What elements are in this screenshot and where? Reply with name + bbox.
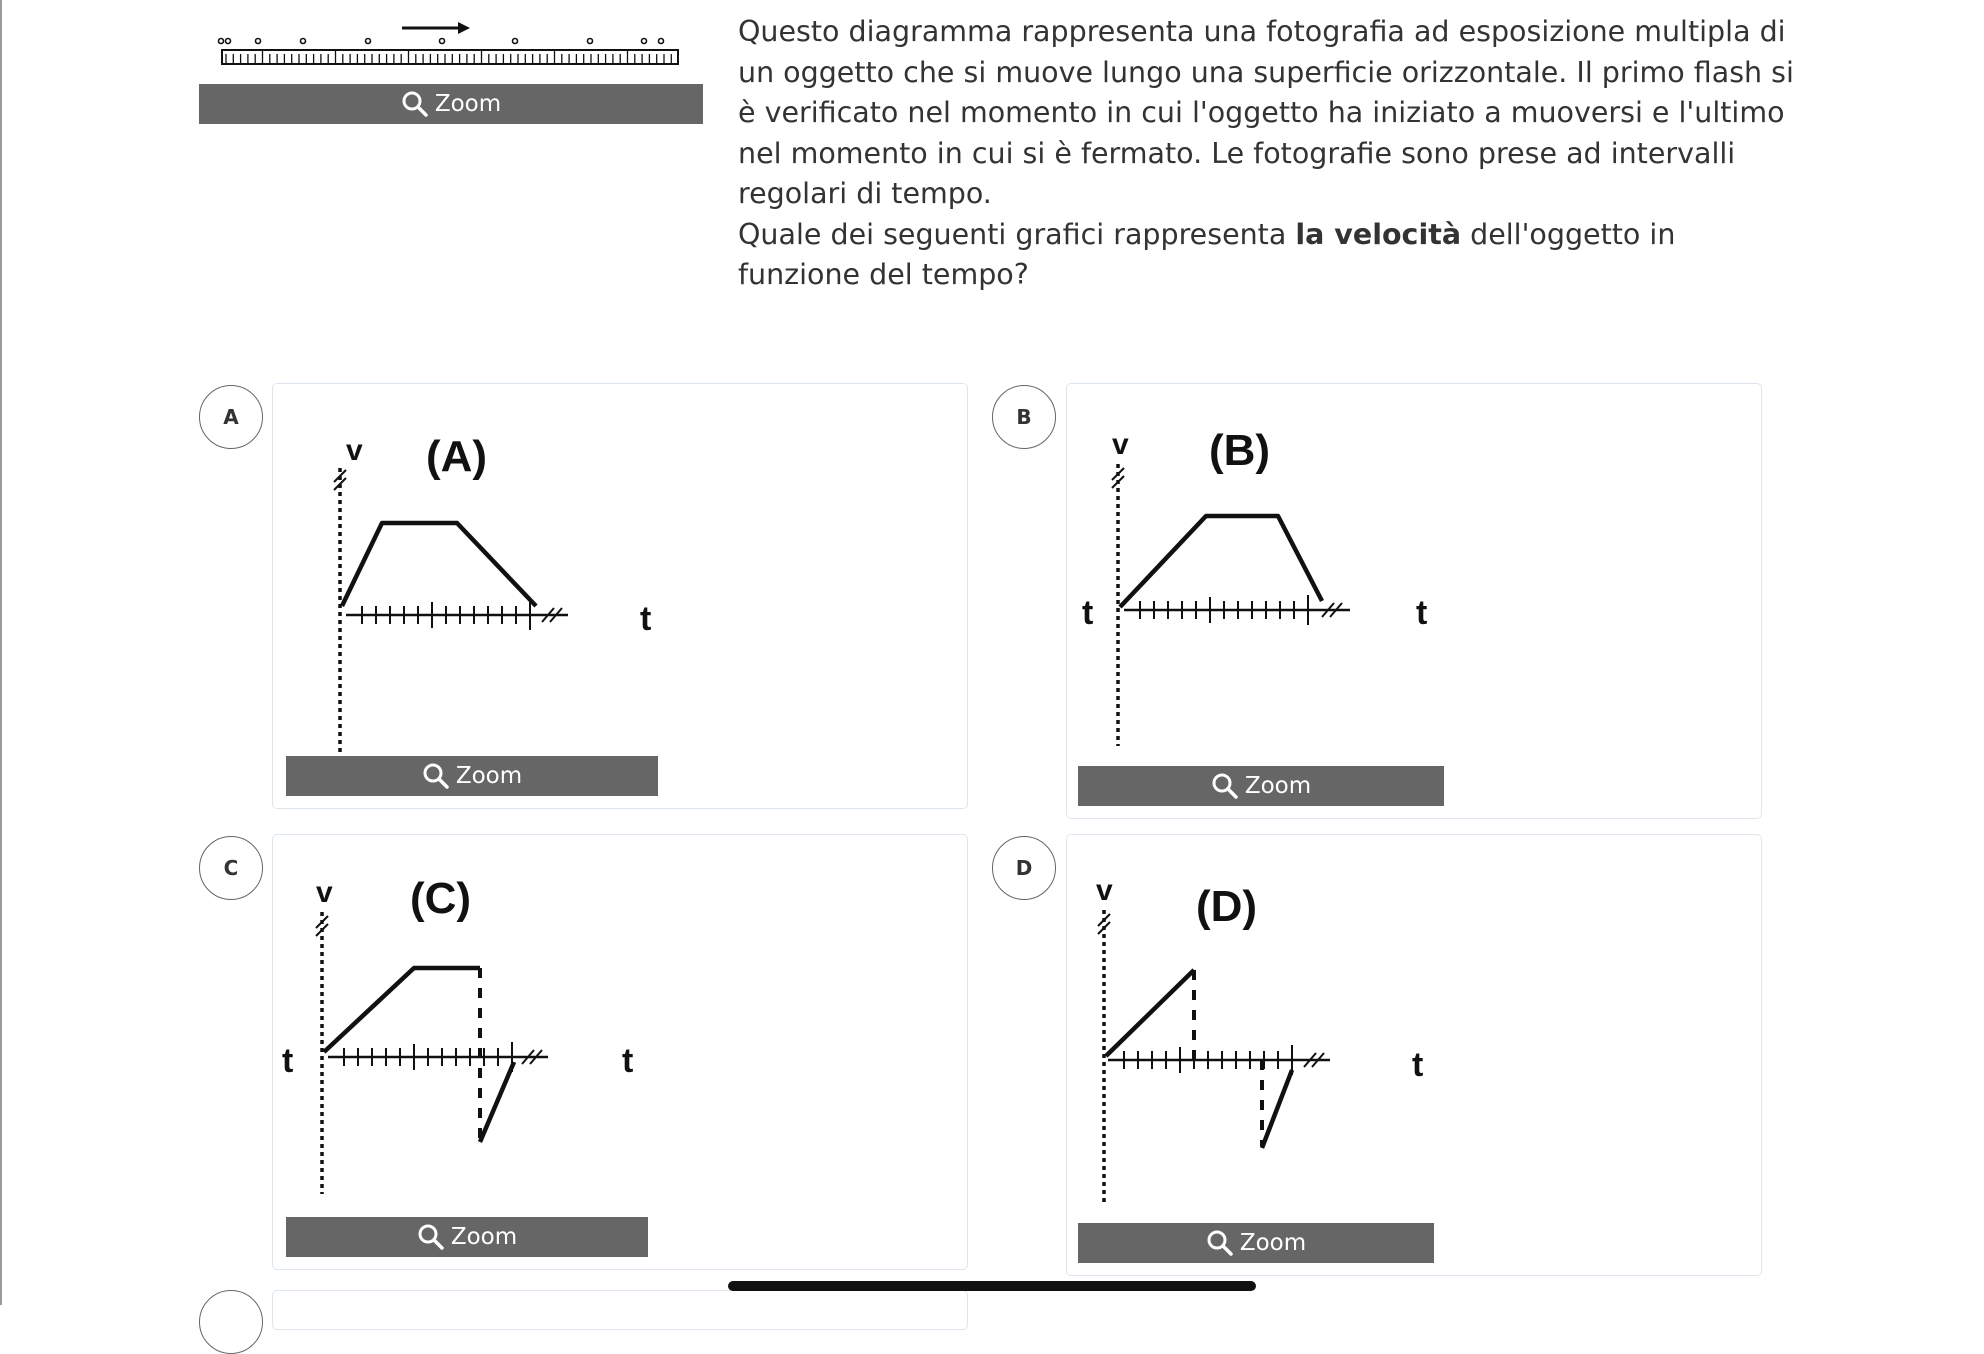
question-paragraph-2: Quale dei seguenti grafici rappresenta la velocità dell'oggetto in funzione del tempo? xyxy=(738,217,1676,291)
graph-title-a: (A) xyxy=(426,432,488,481)
axis-label-v: v xyxy=(346,434,363,467)
graph-title-b: (B) xyxy=(1209,426,1271,475)
magnifier-icon xyxy=(422,762,450,790)
zoom-label: Zoom xyxy=(1244,773,1312,799)
axis-label-t: t xyxy=(1416,594,1428,632)
graph-title-c: (C) xyxy=(410,874,472,923)
graph-b xyxy=(1070,424,1450,754)
axis-label-v: v xyxy=(1096,874,1113,907)
motion-diagram xyxy=(212,14,686,74)
option-radio-c[interactable]: C xyxy=(199,836,263,900)
zoom-label: Zoom xyxy=(434,91,502,117)
magnifier-icon xyxy=(401,90,429,118)
option-radio-b[interactable]: B xyxy=(992,385,1056,449)
graph-a xyxy=(310,430,670,760)
zoom-button-d[interactable] xyxy=(1078,1223,1434,1263)
axis-label-t: t xyxy=(622,1042,634,1080)
axis-label-v: v xyxy=(316,876,333,909)
zoom-label: Zoom xyxy=(450,1224,518,1250)
zoom-button-c[interactable] xyxy=(286,1217,648,1257)
emphasis-velocity: la velocità xyxy=(1295,217,1462,251)
axis-label-v: v xyxy=(1112,428,1129,461)
question-paragraph-1: Questo diagramma rappresenta una fotografia ad esposizione multipla di un oggetto che si muove lungo una superficie orizzontale. Il primo flash si è verificato nel momento in cui l'oggetto ha iniziato a muoversi e l'ultimo nel momento in cui si è fermato. Le fotografie sono prese ad intervalli regolari di tempo. xyxy=(738,15,1794,210)
magnifier-icon xyxy=(1211,772,1239,800)
graph-d xyxy=(1080,870,1460,1210)
magnifier-icon xyxy=(417,1223,445,1251)
graph-c xyxy=(280,872,660,1202)
graph-title-d: (D) xyxy=(1196,882,1258,931)
axis-label-t-left: t xyxy=(282,1042,294,1080)
zoom-button-diagram[interactable] xyxy=(199,84,703,124)
window-edge xyxy=(0,0,2,1305)
option-card-e[interactable] xyxy=(272,1290,968,1330)
magnifier-icon xyxy=(1206,1229,1234,1257)
zoom-button-b[interactable] xyxy=(1078,766,1444,806)
axis-label-t: t xyxy=(1412,1046,1424,1084)
question-text xyxy=(738,12,1798,296)
axis-label-t-left: t xyxy=(1082,594,1094,632)
axis-label-t: t xyxy=(640,600,652,638)
option-radio-d[interactable]: D xyxy=(992,836,1056,900)
option-radio-a[interactable]: A xyxy=(199,385,263,449)
option-radio-e[interactable] xyxy=(199,1290,263,1354)
home-indicator[interactable] xyxy=(728,1281,1256,1291)
zoom-label: Zoom xyxy=(455,763,523,789)
zoom-label: Zoom xyxy=(1239,1230,1307,1256)
zoom-button-a[interactable] xyxy=(286,756,658,796)
